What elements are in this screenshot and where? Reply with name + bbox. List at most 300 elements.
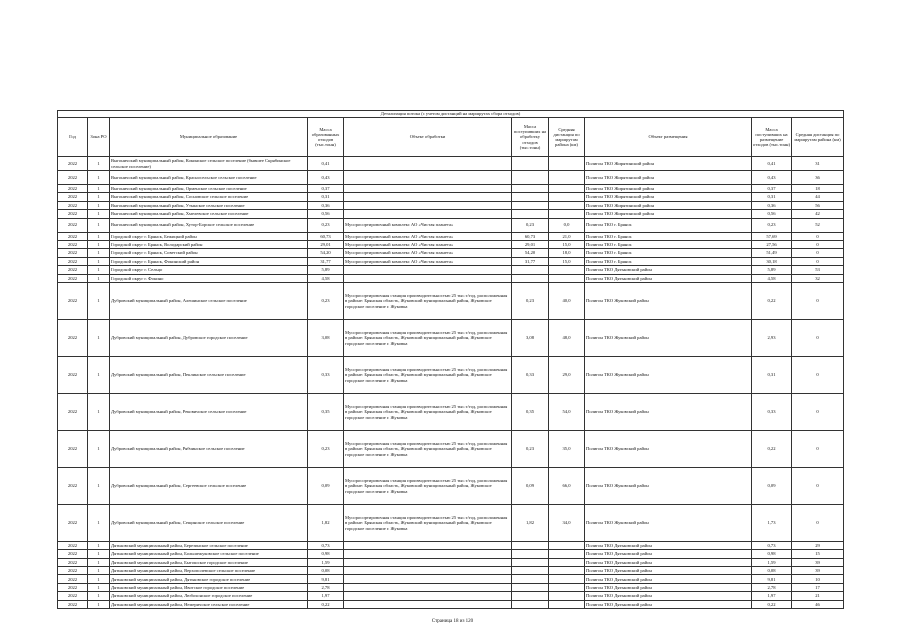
cell-placement-mass: 27,56 [752,240,792,248]
cell-processing-object: Мусоросортировочный комплекс АО «Чистая планета» [344,218,512,232]
table-row [58,550,844,558]
cell-year: 2022 [58,558,88,566]
table-row [58,356,844,393]
cell-placement-mass: 4,58 [752,274,792,282]
cell-placement-object: Полигон ТКО Жирятинский район [585,171,752,185]
table-row [58,193,844,201]
table-row [58,249,844,257]
header-placement-mass: Масса поступивших на размещение отходов (тыс.тонн) [752,118,792,157]
cell-processing-distance [549,171,585,185]
cell-year: 2022 [58,356,88,393]
cell-placement-distance: 18 [792,185,844,193]
header-year: Год [58,118,88,157]
cell-processing-object: Мусоросортировочный комплекс АО «Чистая планета» [344,257,512,265]
cell-placement-mass: 1,73 [752,504,792,541]
cell-zone: 1 [88,266,110,274]
table-row [58,467,844,504]
cell-year: 2022 [58,583,88,591]
cell-zone: 1 [88,467,110,504]
cell-zone: 1 [88,232,110,240]
cell-municipality: Дубровский муниципальный район, Сергеевское сельское поселение [110,467,308,504]
cell-placement-distance: 56 [792,201,844,209]
cell-mass: 0,37 [308,185,344,193]
cell-placement-distance: 0 [792,257,844,265]
cell-zone: 1 [88,240,110,248]
cell-mass: 0,43 [308,171,344,185]
table-row [58,210,844,218]
cell-year: 2022 [58,541,88,549]
cell-placement-object: Полигон ТКО Дятьковский район [585,567,752,575]
cell-processing-mass [512,550,549,558]
cell-processing-object [344,558,512,566]
cell-placement-distance: 39 [792,558,844,566]
cell-mass: 31,77 [308,257,344,265]
cell-placement-mass: 1,59 [752,558,792,566]
cell-zone: 1 [88,504,110,541]
cell-processing-mass: 0,23 [512,430,549,467]
cell-placement-object: Полигон ТКО Дятьковский район [585,600,752,608]
cell-zone: 1 [88,157,110,171]
cell-year: 2022 [58,282,88,319]
cell-processing-distance [549,185,585,193]
cell-processing-mass: 3,08 [512,319,549,356]
table-row [58,171,844,185]
cell-year: 2022 [58,232,88,240]
cell-mass: 0,35 [308,393,344,430]
cell-processing-distance: 15,0 [549,240,585,248]
cell-placement-mass: 0,98 [752,550,792,558]
cell-placement-distance: 0 [792,282,844,319]
cell-municipality: Городской округ г. Брянск, Советский район [110,249,308,257]
cell-mass: 0,33 [308,356,344,393]
table-row [58,218,844,232]
cell-placement-distance: 0 [792,393,844,430]
table-row [58,240,844,248]
cell-processing-object [344,274,512,282]
cell-placement-object: Полигон ТКО г. Брянск [585,218,752,232]
cell-placement-distance: 31 [792,157,844,171]
table-row [58,430,844,467]
cell-placement-object: Полигон ТКО Дятьковский район [585,575,752,583]
cell-placement-distance: 53 [792,266,844,274]
cell-mass: 3,08 [308,319,344,356]
cell-mass: 4,58 [308,274,344,282]
cell-year: 2022 [58,592,88,600]
cell-zone: 1 [88,171,110,185]
cell-placement-object: Полигон ТКО г. Брянск [585,257,752,265]
cell-placement-distance: 21 [792,592,844,600]
table-row [58,558,844,566]
cell-placement-object: Полигон ТКО Жирятинский район [585,157,752,171]
cell-processing-mass [512,600,549,608]
cell-zone: 1 [88,210,110,218]
cell-processing-distance [549,600,585,608]
cell-processing-distance: 34,0 [549,504,585,541]
cell-municipality: Выгоничский муниципальный район, Хмелевское сельское поселение [110,210,308,218]
cell-zone: 1 [88,567,110,575]
cell-mass: 5,89 [308,266,344,274]
cell-processing-distance: 54,0 [549,393,585,430]
cell-processing-mass [512,193,549,201]
cell-zone: 1 [88,218,110,232]
cell-placement-object: Полигон ТКО Жирятинский район [585,193,752,201]
cell-processing-distance: 29,0 [549,356,585,393]
cell-placement-distance: 0 [792,467,844,504]
cell-placement-object: Полигон ТКО г. Брянск [585,232,752,240]
table-row [58,575,844,583]
cell-year: 2022 [58,567,88,575]
header-processing-mass: Масса поступивших на обработку отходов (тыс.тонн) [512,118,549,157]
table-title: Детализация потока (с учетом дистанций на маршрутах сбора отходов) [58,111,844,118]
cell-processing-mass [512,541,549,549]
cell-placement-mass: 0,56 [752,210,792,218]
cell-placement-distance: 0 [792,240,844,248]
table-row [58,274,844,282]
table-body [58,157,844,609]
cell-municipality: Дубровский муниципальный район, Рековичское сельское поселение [110,393,308,430]
cell-processing-object: Мусоросортировочная станция производительностью 25 тыс.т/год, расположенная в районе: Брянская область, Жуковский муниципальный район, Жуковское городское поселение г. Жуковка [344,430,512,467]
cell-processing-object: Мусоросортировочная станция производительностью 25 тыс.т/год, расположенная в районе: Брянская область, Жуковский муниципальный район, Жуковское городское поселение г. Жуковка [344,467,512,504]
table-row [58,504,844,541]
data-table-sheet [57,110,843,609]
header-row [58,118,844,157]
table-row [58,583,844,591]
cell-processing-mass [512,575,549,583]
table-row [58,592,844,600]
cell-mass: 0,98 [308,550,344,558]
cell-processing-mass: 0,23 [512,282,549,319]
cell-processing-distance: 40,0 [549,282,585,319]
cell-processing-distance: 0,0 [549,218,585,232]
cell-municipality: Городской округ г. Сельцо [110,266,308,274]
cell-municipality: Дятьковский муниципальный район, Березинское сельское поселение [110,541,308,549]
cell-placement-distance: 15 [792,550,844,558]
cell-municipality: Дятьковский муниципальный район, Немеричское сельское поселение [110,600,308,608]
cell-processing-distance [549,592,585,600]
cell-municipality: Дубровский муниципальный район, Сещинское сельское поселение [110,504,308,541]
cell-year: 2022 [58,319,88,356]
cell-year: 2022 [58,185,88,193]
cell-placement-distance: 44 [792,193,844,201]
cell-placement-distance: 10 [792,575,844,583]
cell-processing-object: Мусоросортировочный комплекс АО «Чистая планета» [344,240,512,248]
cell-mass: 0,08 [308,567,344,575]
cell-placement-distance: 39 [792,567,844,575]
cell-zone: 1 [88,201,110,209]
cell-municipality: Выгоничский муниципальный район, Красносельское сельское поселение [110,171,308,185]
cell-placement-mass: 0,33 [752,393,792,430]
cell-processing-mass [512,583,549,591]
cell-mass: 1,59 [308,558,344,566]
cell-year: 2022 [58,240,88,248]
cell-processing-distance: 21,0 [549,232,585,240]
cell-year: 2022 [58,600,88,608]
cell-municipality: Дубровский муниципальный район, Дубровское городское поселение [110,319,308,356]
cell-mass: 0,56 [308,210,344,218]
table-row [58,393,844,430]
cell-processing-distance: 48,0 [549,319,585,356]
cell-processing-object [344,541,512,549]
cell-processing-distance [549,541,585,549]
cell-zone: 1 [88,319,110,356]
cell-processing-object [344,171,512,185]
cell-processing-object: Мусоросортировочный комплекс АО «Чистая планета» [344,249,512,257]
cell-placement-mass: 0,43 [752,171,792,185]
cell-zone: 1 [88,282,110,319]
cell-processing-mass: 0,33 [512,356,549,393]
waste-flow-table [57,110,844,609]
cell-placement-mass: 0,36 [752,201,792,209]
cell-processing-mass [512,266,549,274]
cell-processing-object [344,266,512,274]
cell-placement-object: Полигон ТКО Дятьковский район [585,541,752,549]
cell-processing-distance [549,266,585,274]
cell-mass: 1,97 [308,592,344,600]
cell-placement-mass: 51,49 [752,249,792,257]
table-row [58,185,844,193]
cell-processing-object [344,592,512,600]
table-row [58,266,844,274]
cell-zone: 1 [88,249,110,257]
cell-processing-object [344,185,512,193]
cell-municipality: Дятьковский муниципальный район, Любохонское городское поселение [110,592,308,600]
cell-placement-distance: 42 [792,210,844,218]
cell-mass: 0,36 [308,201,344,209]
cell-processing-distance: 15,0 [549,257,585,265]
cell-municipality: Городской округ г. Брянск, Фокинский район [110,257,308,265]
cell-placement-mass: 0,31 [752,356,792,393]
cell-placement-mass: 9,81 [752,575,792,583]
cell-processing-object [344,201,512,209]
cell-year: 2022 [58,201,88,209]
table-row [58,232,844,240]
cell-processing-distance [549,193,585,201]
cell-mass: 0,73 [308,541,344,549]
cell-zone: 1 [88,193,110,201]
header-mass: Масса образованных отходов (тыс.тонн) [308,118,344,157]
table-row [58,257,844,265]
cell-placement-object: Полигон ТКО Дятьковский район [585,274,752,282]
cell-placement-distance: 32 [792,274,844,282]
cell-processing-mass: 0,23 [512,218,549,232]
header-zone: Зона РО [88,118,110,157]
cell-year: 2022 [58,193,88,201]
cell-year: 2022 [58,467,88,504]
cell-processing-distance [549,274,585,282]
cell-placement-distance: 0 [792,232,844,240]
cell-placement-object: Полигон ТКО Жуковский район [585,282,752,319]
cell-zone: 1 [88,550,110,558]
cell-year: 2022 [58,171,88,185]
cell-municipality: Дятьковский муниципальный район, Верхополевское сельское поселение [110,567,308,575]
cell-placement-distance: 29 [792,541,844,549]
cell-placement-distance: 0 [792,504,844,541]
cell-placement-mass: 0,37 [752,185,792,193]
cell-placement-mass: 0,31 [752,193,792,201]
cell-processing-object [344,600,512,608]
cell-placement-mass: 0,73 [752,541,792,549]
table-row [58,201,844,209]
cell-mass: 0,31 [308,193,344,201]
cell-processing-object [344,193,512,201]
cell-processing-distance: 66,0 [549,467,585,504]
cell-processing-mass: 54,20 [512,249,549,257]
cell-municipality: Дятьковский муниципальный район, Дятьковское городское поселение [110,575,308,583]
cell-processing-mass: 31,77 [512,257,549,265]
cell-mass: 2,78 [308,583,344,591]
cell-placement-object: Полигон ТКО Жуковский район [585,504,752,541]
cell-processing-distance: 35,0 [549,430,585,467]
cell-processing-distance [549,157,585,171]
cell-placement-object: Полигон ТКО Дятьковский район [585,583,752,591]
cell-mass: 0,23 [308,218,344,232]
cell-processing-distance [549,210,585,218]
cell-placement-distance: 0 [792,249,844,257]
header-municipality: Муниципальное образование [110,118,308,157]
cell-placement-object: Полигон ТКО Жуковский район [585,467,752,504]
cell-placement-object: Полигон ТКО Жуковский район [585,356,752,393]
cell-processing-mass [512,592,549,600]
cell-zone: 1 [88,558,110,566]
cell-year: 2022 [58,274,88,282]
table-row [58,600,844,608]
cell-placement-distance: 52 [792,218,844,232]
cell-processing-mass [512,567,549,575]
cell-placement-object: Полигон ТКО г. Брянск [585,249,752,257]
table-row [58,157,844,171]
cell-processing-distance [549,567,585,575]
cell-mass: 54,20 [308,249,344,257]
cell-placement-object: Полигон ТКО Дятьковский район [585,550,752,558]
cell-municipality: Выгоничский муниципальный район, Хутор-Борское сельское поселение [110,218,308,232]
cell-mass: 29,01 [308,240,344,248]
cell-mass: 60,73 [308,232,344,240]
cell-processing-mass [512,157,549,171]
cell-processing-object [344,583,512,591]
cell-placement-object: Полигон ТКО Жирятинский район [585,210,752,218]
cell-mass: 0,23 [308,282,344,319]
cell-municipality: Городской округ г. Брянск, Володарский район [110,240,308,248]
cell-municipality: Выгоничский муниципальный район, Орменское сельское поселение [110,185,308,193]
cell-processing-object: Мусоросортировочная станция производительностью 25 тыс.т/год, расположенная в районе: Брянская область, Жуковский муниципальный район, Жуковское городское поселение г. Жуковка [344,393,512,430]
cell-year: 2022 [58,210,88,218]
cell-year: 2022 [58,257,88,265]
cell-placement-mass: 0,22 [752,600,792,608]
cell-placement-object: Полигон ТКО Дятьковский район [585,592,752,600]
cell-processing-distance [549,575,585,583]
cell-year: 2022 [58,575,88,583]
cell-mass: 9,81 [308,575,344,583]
cell-placement-distance: 36 [792,171,844,185]
cell-placement-distance: 0 [792,430,844,467]
cell-municipality: Городской округ г. Фокино [110,274,308,282]
cell-year: 2022 [58,157,88,171]
cell-processing-object [344,567,512,575]
cell-processing-mass [512,185,549,193]
cell-mass: 0,23 [308,430,344,467]
table-row [58,282,844,319]
cell-processing-object: Мусоросортировочный комплекс АО «Чистая планета» [344,232,512,240]
cell-zone: 1 [88,274,110,282]
cell-processing-distance [549,558,585,566]
cell-processing-object [344,575,512,583]
cell-year: 2022 [58,393,88,430]
cell-processing-object [344,210,512,218]
cell-placement-distance: 0 [792,319,844,356]
header-placement-distance: Средняя дистанция по маршрутам района (км) [792,118,844,157]
cell-municipality: Дубровский муниципальный район, Пеклинское сельское поселение [110,356,308,393]
cell-municipality: Дятьковский муниципальный район, Большежуковское сельское поселение [110,550,308,558]
cell-placement-mass: 30,18 [752,257,792,265]
cell-processing-mass: 0,09 [512,467,549,504]
cell-processing-object: Мусоросортировочная станция производительностью 25 тыс.т/год, расположенная в районе: Брянская область, Жуковский муниципальный район, Жуковское городское поселение г. Жуковка [344,282,512,319]
cell-year: 2022 [58,266,88,274]
cell-processing-mass: 1,82 [512,504,549,541]
cell-processing-mass: 60,73 [512,232,549,240]
cell-placement-object: Полигон ТКО Жуковский район [585,430,752,467]
cell-placement-object: Полигон ТКО Жуковский район [585,319,752,356]
cell-placement-mass: 5,89 [752,266,792,274]
page-footer: Страница 18 из 120 [431,619,474,624]
cell-mass: 0,22 [308,600,344,608]
cell-municipality: Выгоничский муниципальный район, Утынское сельское поселение [110,201,308,209]
cell-processing-mass: 29,01 [512,240,549,248]
cell-placement-object: Полигон ТКО Жуковский район [585,393,752,430]
cell-zone: 1 [88,541,110,549]
cell-municipality: Дятьковский муниципальный район, Бытошское городское поселение [110,558,308,566]
cell-placement-mass: 0,09 [752,467,792,504]
cell-zone: 1 [88,185,110,193]
cell-processing-mass: 0,35 [512,393,549,430]
cell-processing-mass [512,171,549,185]
cell-mass: 0,41 [308,157,344,171]
cell-placement-distance: 17 [792,583,844,591]
cell-zone: 1 [88,575,110,583]
cell-municipality: Городской округ г. Брянск, Бежицкий район [110,232,308,240]
cell-placement-mass: 0,22 [752,430,792,467]
cell-zone: 1 [88,393,110,430]
cell-processing-mass [512,210,549,218]
table-row [58,319,844,356]
cell-year: 2022 [58,550,88,558]
cell-placement-object: Полигон ТКО Дятьковский район [585,558,752,566]
cell-year: 2022 [58,218,88,232]
cell-placement-mass: 2,78 [752,583,792,591]
cell-zone: 1 [88,592,110,600]
cell-processing-object: Мусоросортировочная станция производительностью 25 тыс.т/год, расположенная в районе: Брянская область, Жуковский муниципальный район, Жуковское городское поселение г. Жуковка [344,356,512,393]
cell-placement-mass: 0,22 [752,282,792,319]
cell-placement-mass: 0,41 [752,157,792,171]
cell-municipality: Выгоничский муниципальный район, Кокинское сельское поселение (бывшее Скрябинское сельское поселение) [110,157,308,171]
table-row [58,567,844,575]
cell-placement-object: Полигон ТКО Жирятинский район [585,201,752,209]
cell-zone: 1 [88,583,110,591]
cell-processing-distance: 18,0 [549,249,585,257]
cell-processing-distance [549,201,585,209]
cell-year: 2022 [58,430,88,467]
cell-placement-mass: 0,08 [752,567,792,575]
cell-municipality: Выгоничский муниципальный район, Сосновское сельское поселение [110,193,308,201]
cell-municipality: Дятьковский муниципальный район, Ивотское городское поселение [110,583,308,591]
cell-placement-distance: 0 [792,356,844,393]
cell-zone: 1 [88,356,110,393]
cell-processing-object: Мусоросортировочная станция производительностью 25 тыс.т/год, расположенная в районе: Брянская область, Жуковский муниципальный район, Жуковское городское поселение г. Жуковка [344,504,512,541]
cell-placement-object: Полигон ТКО Жирятинский район [585,185,752,193]
cell-zone: 1 [88,257,110,265]
cell-processing-object [344,550,512,558]
header-placement-object: Объект размещения [585,118,752,157]
cell-mass: 1,82 [308,504,344,541]
